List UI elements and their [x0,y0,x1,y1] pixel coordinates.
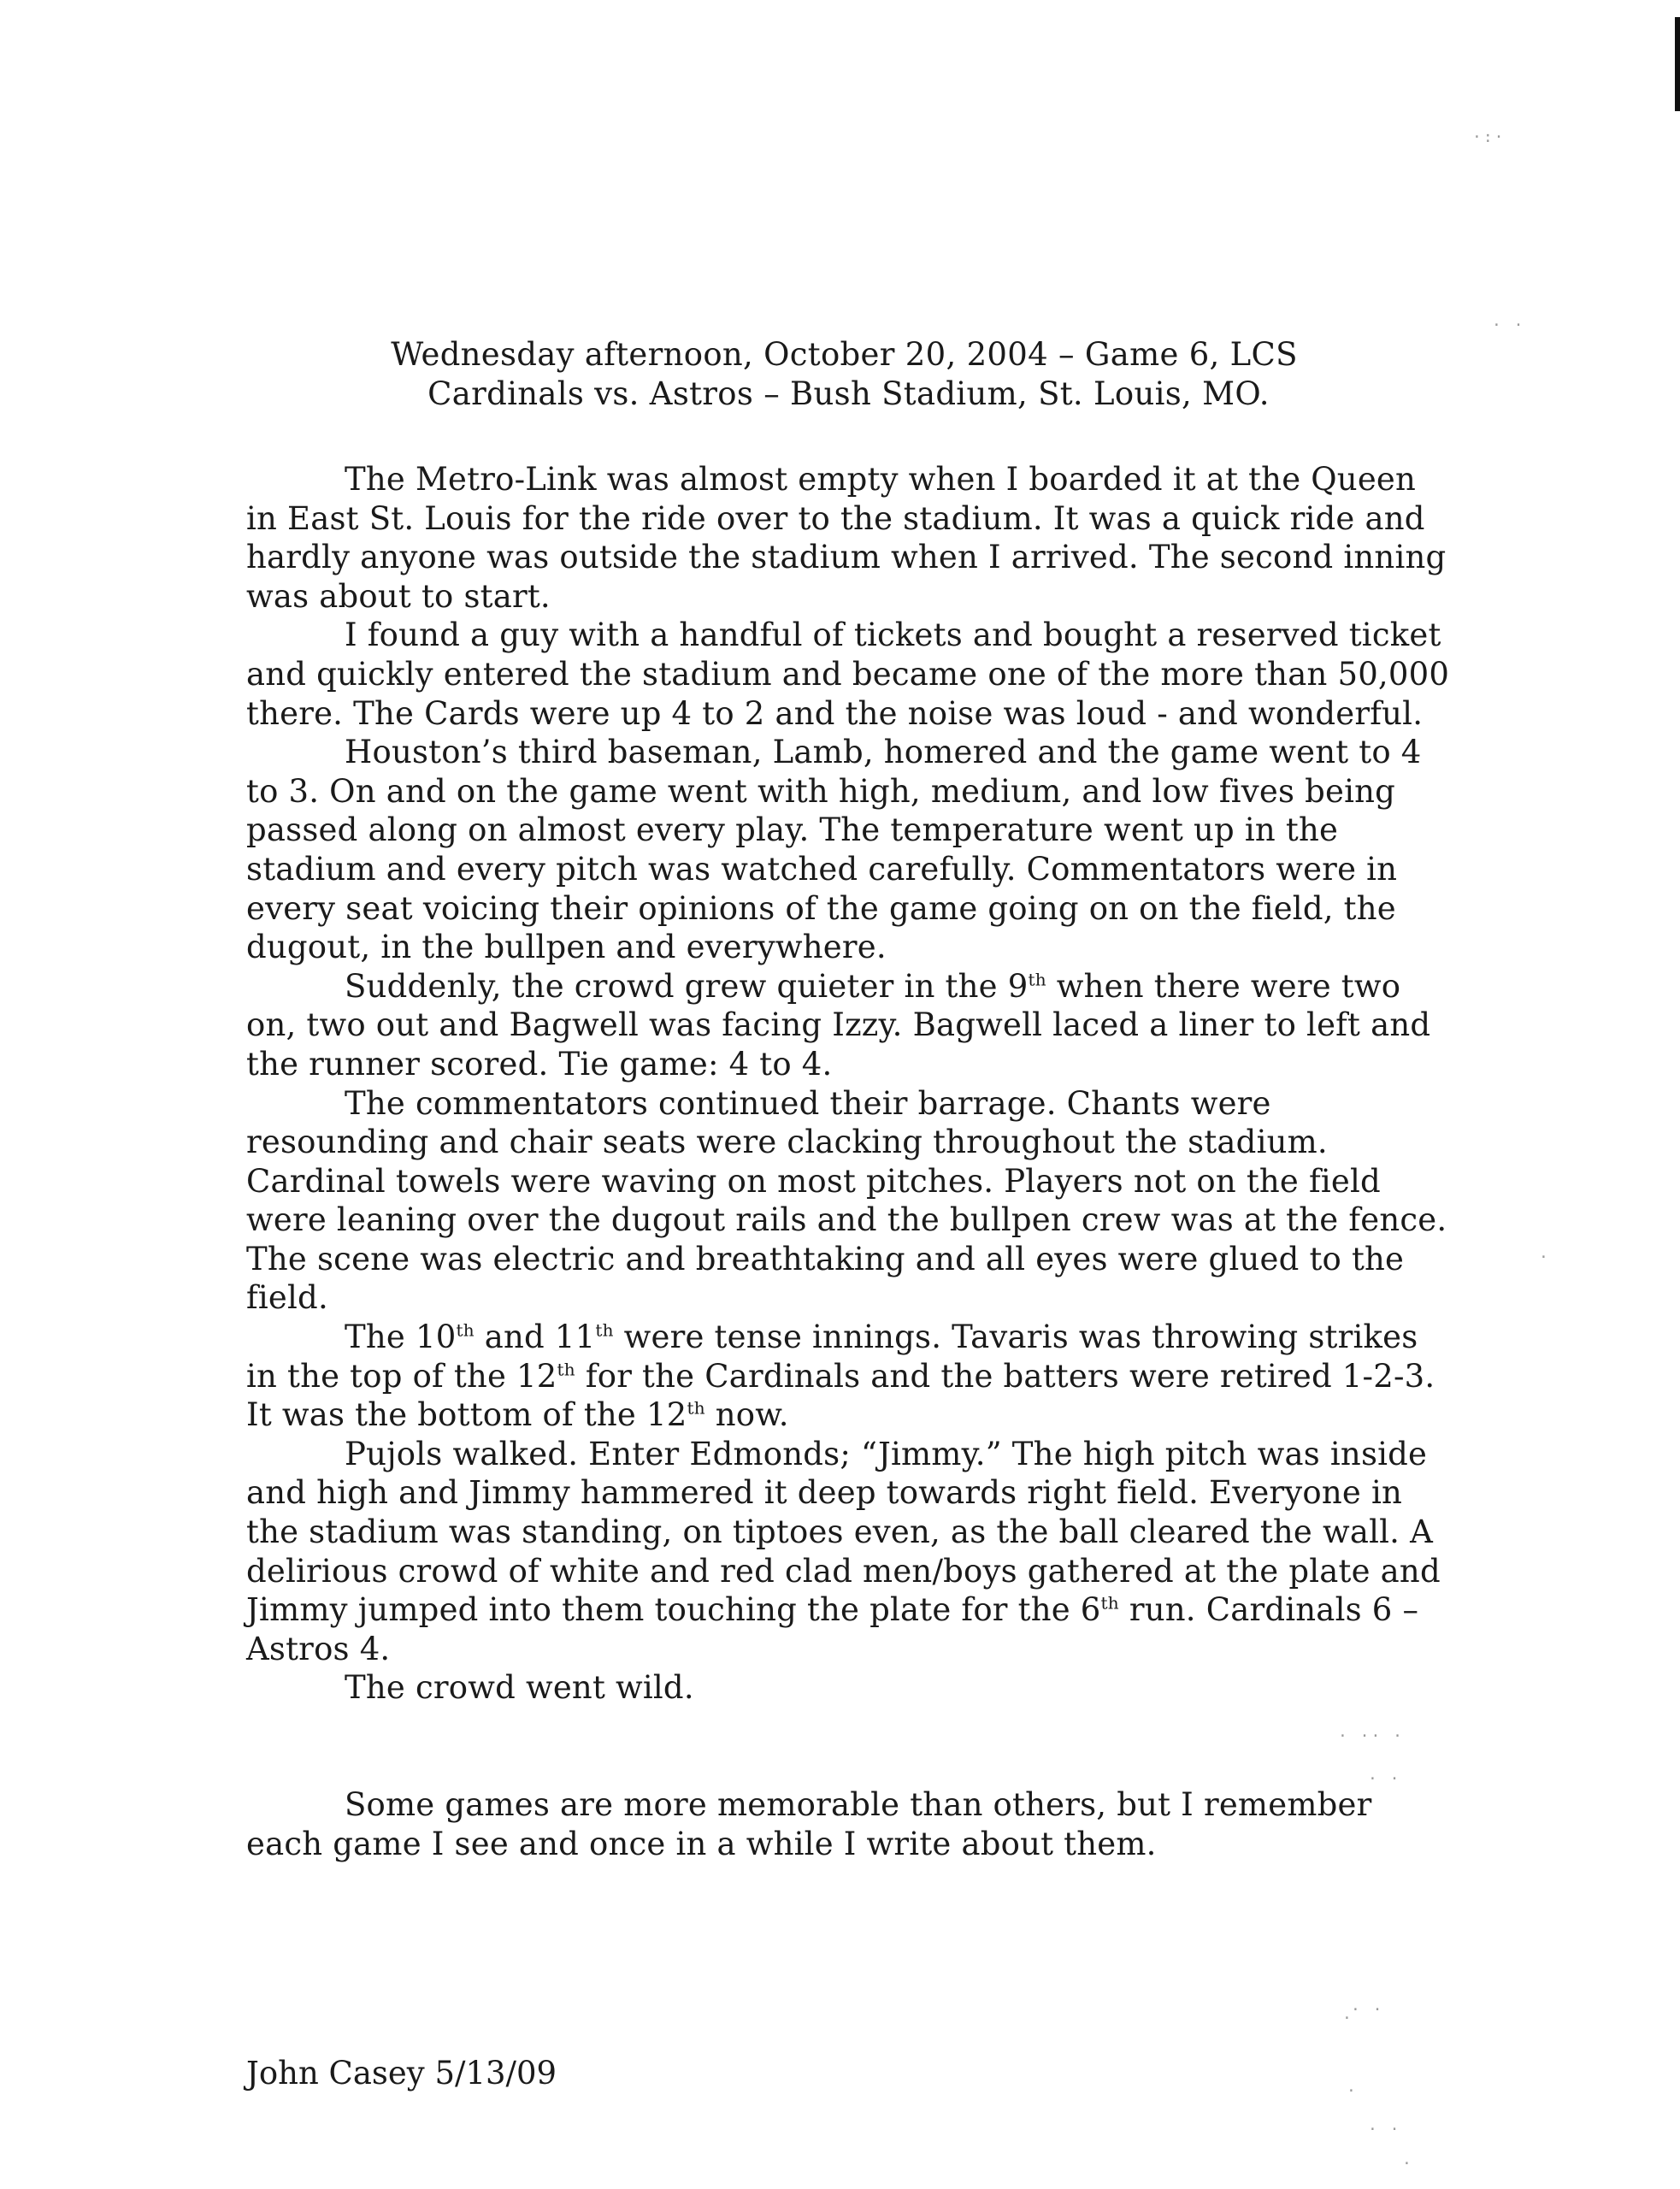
scan-speck: · [1342,2009,1353,2027]
paragraph-lamb-homer: Houston’s third baseman, Lamb, homered and the game went to 4 to 3. On and on the game went with high, medium, and low fives being passed along on almost every play. The temperature went up in the stadium and every pitch was watched carefully. Commentators were in every seat voicing their opinions of the game going on on the field, the dugout, in the bullpen and everywhere. [246,734,1422,966]
paragraph-crowd-wild: The crowd went wild. [345,1669,694,1707]
scan-edge-mark [1675,17,1680,111]
scan-speck: · · [1492,316,1525,334]
heading-line-2: Cardinals vs. Astros – Bush Stadium, St. Louis, MO. [427,375,1270,412]
scan-speck: · ·· · [1338,1727,1405,1745]
paragraph-commentators: The commentators continued their barrage. Chants were resounding and chair seats were clacking throughout the stadium. Cardinal towels were waving on most pitches. Players not on the field were leaning over the dugout rails and the bullpen crew was at the fence. The scene was electric and breathtaking and all eyes were glued to the field. [246,1084,1447,1317]
scan-speck: · · [1368,1770,1401,1788]
document-body [246,460,1450,1863]
paragraph-metrolink: The Metro-Link was almost empty when I boarded it at the Queen in East St. Louis for the ride over to the stadium. It was a quick ride and hardly anyone was outside the stadium when I arrived. The second inning was about to start. [246,461,1447,615]
scan-speck: · · [1368,2121,1401,2139]
paragraph-ninth-inning: Suddenly, the crowd grew quieter in the 9th when there were two on, two out and Bagwell was facing Izzy. Bagwell laced a liner to left and the runner scored. Tie game: 4 to 4. [246,967,1431,1083]
paragraph-closing: Some games are more memorable than others, but I remember each game I see and once in a while I write about them. [246,1786,1372,1862]
paragraph-extra-innings: The 10th and 11th were tense innings. Tavaris was throwing strikes in the top of the 12th for the Cardinals and the batters were retired 1-2-3. It was the bottom of the 12th now. [246,1319,1435,1434]
scan-speck: · · [1351,2001,1384,2019]
signature-line: John Casey 5/13/09 [246,2055,557,2092]
document-heading [0,335,1680,414]
scan-speck: · [1539,1248,1550,1266]
heading-line-1: Wednesday afternoon, October 20, 2004 – Game 6, LCS [391,336,1298,373]
scan-speck: · [1402,2155,1413,2173]
paragraph-tickets: I found a guy with a handful of tickets and bought a reserved ticket and quickly entered the stadium and became one of the more than 50,000 there. The Cards were up 4 to 2 and the noise was loud - and wonderful. [246,617,1450,732]
scan-speck: · [1347,2082,1358,2100]
scan-speck: ·:· [1472,128,1506,146]
paragraph-edmonds-homer: Pujols walked. Enter Edmonds; “Jimmy.” The high pitch was inside and high and Jimmy hammered it deep towards right field. Everyone in the stadium was standing, on tiptoes even, as the ball cleared the wall. A delirious crowd of white and red clad men/boys gathered at the plate and Jimmy jumped into them touching the plate for the 6th run. Cardinals 6 – Astros 4. [246,1435,1441,1667]
